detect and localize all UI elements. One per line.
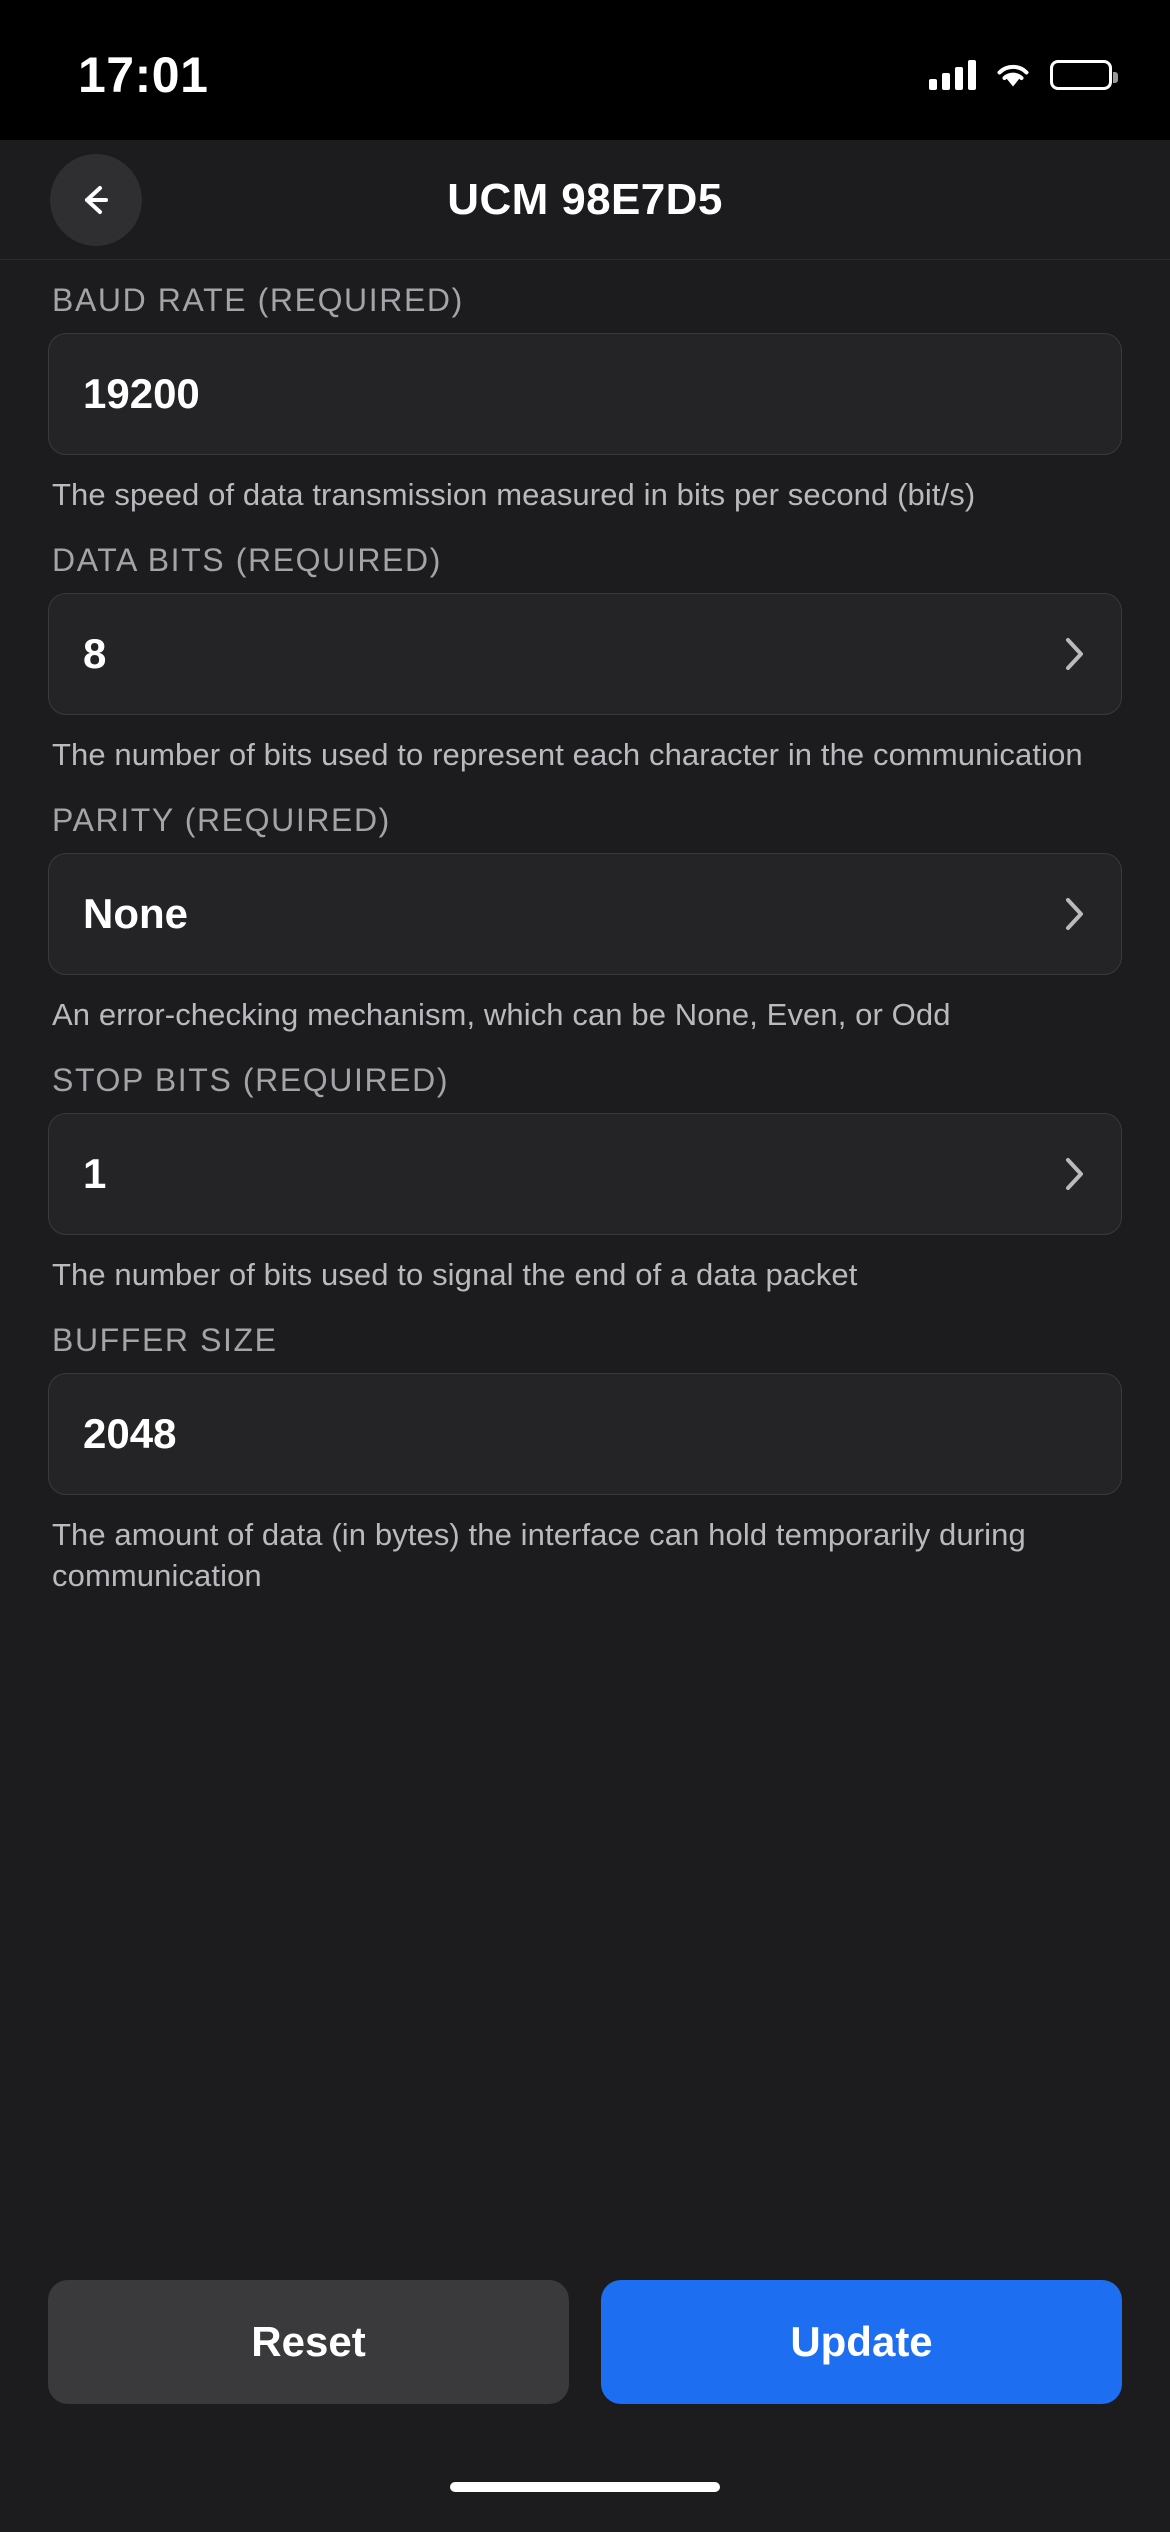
- field-data-bits: [48, 520, 1122, 776]
- field-help: The amount of data (in bytes) the interface can hold temporarily during communication: [52, 1516, 1026, 1593]
- chevron-right-icon: [1063, 634, 1087, 674]
- field-label: PARITY (REQUIRED): [52, 801, 391, 838]
- field-value: 2048: [83, 1409, 177, 1457]
- field-help: The number of bits used to signal the end of a data packet: [52, 1256, 858, 1292]
- field-value: None: [83, 889, 188, 937]
- chevron-right-icon: [1063, 1154, 1087, 1194]
- parity-select[interactable]: [48, 853, 1122, 975]
- cellular-signal-icon: [929, 60, 976, 90]
- battery-icon: [1050, 60, 1112, 90]
- field-help: An error-checking mechanism, which can be None, Even, or Odd: [52, 996, 951, 1032]
- update-button[interactable]: Update: [601, 2280, 1122, 2404]
- field-label: BAUD RATE (REQUIRED): [52, 282, 464, 318]
- action-bar: [0, 2242, 1170, 2442]
- home-indicator[interactable]: [450, 2482, 720, 2492]
- back-button[interactable]: [50, 154, 142, 246]
- field-parity: [48, 780, 1122, 1036]
- field-buffer-size: [48, 1300, 1122, 1597]
- field-label: STOP BITS (REQUIRED): [52, 1061, 450, 1098]
- stop-bits-select[interactable]: [48, 1113, 1122, 1235]
- buffer-size-input[interactable]: [48, 1373, 1122, 1495]
- field-label: DATA BITS (REQUIRED): [52, 541, 442, 578]
- baud-rate-input[interactable]: [48, 333, 1122, 455]
- back-arrow-icon: [76, 180, 116, 220]
- chevron-right-icon: [1063, 894, 1087, 934]
- field-label: BUFFER SIZE: [52, 1321, 278, 1358]
- reset-button[interactable]: Reset: [48, 2280, 569, 2404]
- wifi-icon: [994, 60, 1032, 90]
- data-bits-select[interactable]: [48, 593, 1122, 715]
- field-help: The speed of data transmission measured in bits per second (bit/s): [52, 477, 976, 512]
- field-help: The number of bits used to represent each character in the communication: [52, 736, 1083, 772]
- field-baud-rate: [48, 260, 1122, 516]
- status-time: 17:01: [78, 47, 209, 103]
- status-icons: [929, 50, 1112, 90]
- page-title: UCM 98E7D5: [447, 174, 723, 224]
- navigation-bar: [0, 140, 1170, 260]
- field-value: 1: [83, 1149, 107, 1197]
- status-bar: [0, 0, 1170, 140]
- field-value: 19200: [83, 370, 200, 417]
- home-indicator-area: [0, 2442, 1170, 2532]
- settings-form: [0, 260, 1170, 2242]
- field-stop-bits: [48, 1040, 1122, 1296]
- field-value: 8: [83, 629, 107, 677]
